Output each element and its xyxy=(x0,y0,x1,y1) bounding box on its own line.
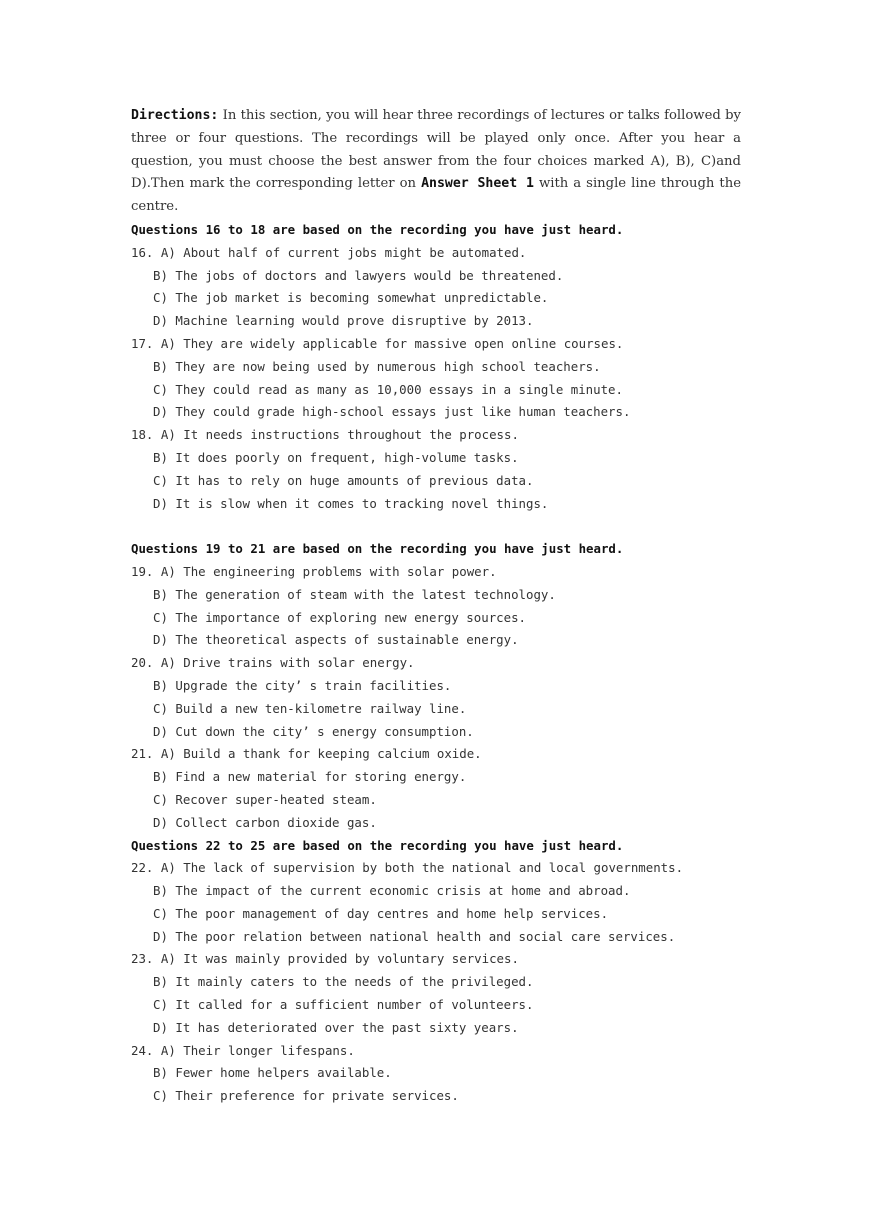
question-number: 24. xyxy=(131,1042,154,1058)
option-a: A) The lack of supervision by both the national and local governments. xyxy=(160,860,684,876)
directions-text-end: with a single line through the centre. xyxy=(131,176,742,215)
question-16 xyxy=(131,242,741,333)
question-21 xyxy=(131,743,741,834)
question-number: 20. xyxy=(131,655,154,671)
question-20 xyxy=(131,652,741,743)
option-b: B) Fewer home helpers available. xyxy=(153,1065,392,1081)
question-group-22-25 xyxy=(131,835,741,1109)
question-23 xyxy=(131,948,741,1039)
option-d: D) They could grade high-school essays just like human teachers. xyxy=(153,404,631,420)
option-c: C) Build a new ten-kilometre railway line. xyxy=(153,700,467,716)
question-22 xyxy=(131,857,741,948)
answer-sheet-label: Answer Sheet 1 xyxy=(421,176,534,192)
option-d: D) Machine learning would prove disruptive by 2013. xyxy=(153,313,534,329)
option-a: A) The engineering problems with solar power. xyxy=(160,563,497,579)
option-a: A) Drive trains with solar energy. xyxy=(160,655,415,671)
question-number: 16. xyxy=(131,244,154,260)
option-c: C) It has to rely on huge amounts of previous data. xyxy=(153,472,534,488)
option-a: A) About half of current jobs might be automated. xyxy=(160,244,527,260)
option-c: C) It called for a sufficient number of volunteers. xyxy=(153,997,534,1013)
group-heading: Questions 16 to 18 are based on the recording you have just heard. xyxy=(131,221,624,237)
question-24 xyxy=(131,1040,741,1108)
question-line xyxy=(131,948,741,971)
option-b: B) The jobs of doctors and lawyers would be threatened. xyxy=(153,267,564,283)
option-c: C) They could read as many as 10,000 essays in a single minute. xyxy=(153,381,623,397)
exam-page xyxy=(131,105,741,1108)
question-line xyxy=(131,242,741,265)
option-a: A) It was mainly provided by voluntary services. xyxy=(160,951,519,967)
question-number: 19. xyxy=(131,563,154,579)
option-b: B) The generation of steam with the latest technology. xyxy=(153,586,556,602)
question-17 xyxy=(131,333,741,424)
question-line xyxy=(131,424,741,447)
option-a: A) It needs instructions throughout the process. xyxy=(160,427,519,443)
option-a: A) They are widely applicable for massive open online courses. xyxy=(160,335,624,351)
option-a: A) Build a thank for keeping calcium oxide. xyxy=(160,746,482,762)
option-b: B) They are now being used by numerous high school teachers. xyxy=(153,358,601,374)
option-b: B) It mainly caters to the needs of the privileged. xyxy=(153,974,534,990)
option-b: B) Upgrade the city’ s train facilities. xyxy=(153,677,452,693)
question-line xyxy=(131,857,741,880)
option-c: C) The job market is becoming somewhat unpredictable. xyxy=(153,290,549,306)
question-19 xyxy=(131,561,741,652)
option-c: C) Their preference for private services. xyxy=(153,1088,459,1104)
option-d: D) It is slow when it comes to tracking novel things. xyxy=(153,495,549,511)
option-b: B) The impact of the current economic crisis at home and abroad. xyxy=(153,883,631,899)
option-b: B) It does poorly on frequent, high-volume tasks. xyxy=(153,449,519,465)
question-number: 17. xyxy=(131,335,154,351)
question-number: 18. xyxy=(131,427,154,443)
question-line xyxy=(131,652,741,675)
option-d: D) Collect carbon dioxide gas. xyxy=(153,814,377,830)
question-line xyxy=(131,333,741,356)
question-group-16-18 xyxy=(131,219,741,515)
option-d: D) The theoretical aspects of sustainable energy. xyxy=(153,632,519,648)
question-18 xyxy=(131,424,741,515)
option-b: B) Find a new material for storing energy. xyxy=(153,769,467,785)
question-line xyxy=(131,1040,741,1063)
section-spacer xyxy=(131,515,741,538)
directions-label: Directions: xyxy=(131,108,219,123)
option-d: D) Cut down the city’ s energy consumption. xyxy=(153,723,474,739)
option-c: C) The poor management of day centres and home help services. xyxy=(153,905,609,921)
option-a: A) Their longer lifespans. xyxy=(160,1042,355,1058)
question-number: 21. xyxy=(131,746,154,762)
group-heading: Questions 22 to 25 are based on the recording you have just heard. xyxy=(131,837,624,853)
question-number: 22. xyxy=(131,860,154,876)
question-group-19-21 xyxy=(131,538,741,834)
directions-text: In this section, you will hear three recordings of lectures or talks followed by three or four questions. The recordings will be played only once. After you hear a question, you must choose the best answer from the four choices marked A), B), C)and D).Then mark the corresponding letter on xyxy=(131,108,741,192)
group-heading: Questions 19 to 21 are based on the recording you have just heard. xyxy=(131,541,624,557)
question-number: 23. xyxy=(131,951,154,967)
question-line xyxy=(131,743,741,766)
option-d: D) It has deteriorated over the past sixty years. xyxy=(153,1019,519,1035)
directions-paragraph xyxy=(131,105,741,219)
option-d: D) The poor relation between national health and social care services. xyxy=(153,928,676,944)
option-c: C) The importance of exploring new energy sources. xyxy=(153,609,526,625)
option-c: C) Recover super-heated steam. xyxy=(153,791,377,807)
question-line xyxy=(131,561,741,584)
